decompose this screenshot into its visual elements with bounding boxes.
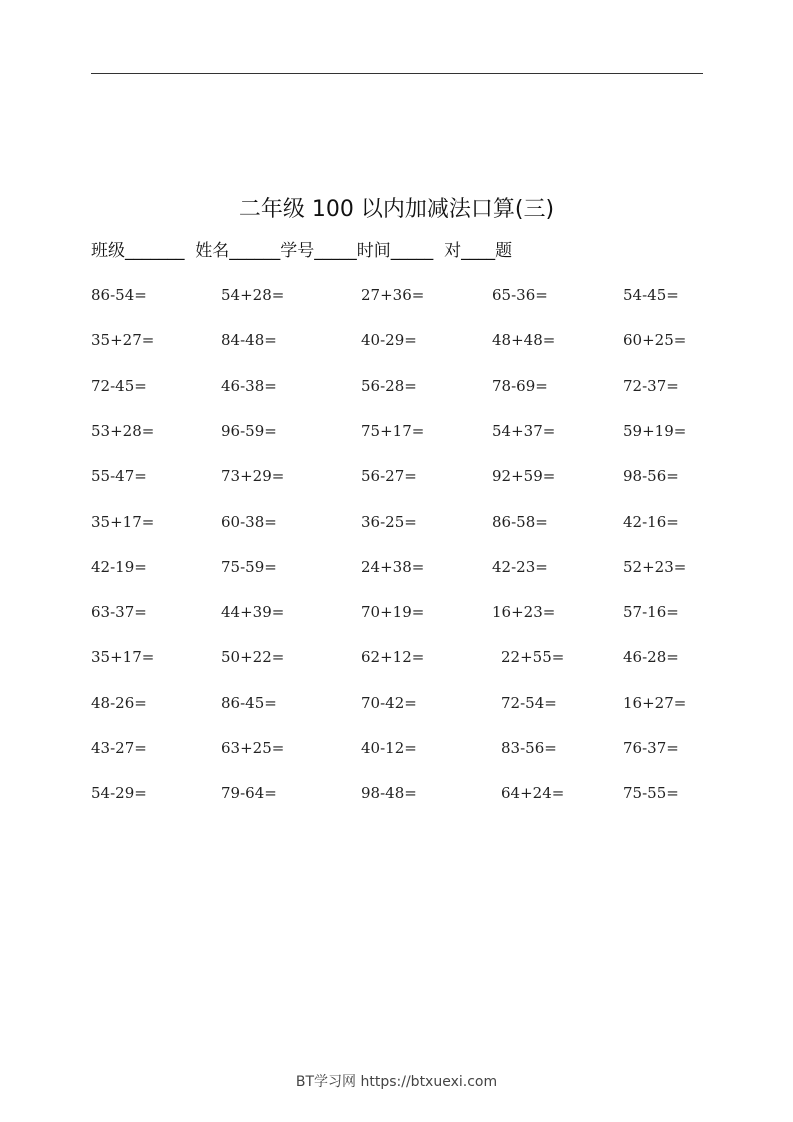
math-problem: 60-38= [221,513,277,531]
math-problem: 46-38= [221,377,277,395]
math-problem: 48+48= [492,331,556,349]
math-problem: 57-16= [623,603,679,621]
math-problem: 42-19= [91,558,147,576]
math-problem: 62+12= [361,648,425,666]
math-problem: 52+23= [623,558,687,576]
math-problem: 84-48= [221,331,277,349]
math-problem: 63-37= [91,603,147,621]
math-problem: 44+39= [221,603,285,621]
math-problem: 96-59= [221,422,277,440]
math-problem: 48-26= [91,694,147,712]
math-problem: 56-27= [361,467,417,485]
math-problem: 54-45= [623,286,679,304]
math-problem: 43-27= [91,739,147,757]
math-problem: 16+27= [623,694,687,712]
math-problem: 24+38= [361,558,425,576]
math-problem: 35+27= [91,331,155,349]
footer-watermark: BT学习网 https://btxuexi.com [295,1074,498,1090]
math-problem: 86-54= [91,286,147,304]
math-problem: 40-12= [361,739,417,757]
math-problem: 59+19= [623,422,687,440]
worksheet-title: 二年级 100 以内加减法口算(三) [238,197,555,222]
math-problem: 50+22= [221,648,285,666]
math-problem: 53+28= [91,422,155,440]
math-problem: 65-36= [492,286,548,304]
math-problem: 72-54= [501,694,557,712]
math-problem: 35+17= [91,513,155,531]
math-problem: 54-29= [91,784,147,802]
math-problem: 75-59= [221,558,277,576]
math-problem: 36-25= [361,513,417,531]
math-problem: 86-45= [221,694,277,712]
math-problem: 78-69= [492,377,548,395]
header-rule [91,73,703,74]
math-problem: 42-16= [623,513,679,531]
math-problem: 70-42= [361,694,417,712]
math-problem: 73+29= [221,467,285,485]
math-problem: 75+17= [361,422,425,440]
math-problem: 46-28= [623,648,679,666]
math-problem: 60+25= [623,331,687,349]
math-problem: 56-28= [361,377,417,395]
math-problem: 54+37= [492,422,556,440]
student-info-line: 班级_______ 姓名______学号_____时间_____ 对____题 [91,241,513,261]
math-problem: 86-58= [492,513,548,531]
math-problem: 98-56= [623,467,679,485]
math-problem: 98-48= [361,784,417,802]
math-problem: 35+17= [91,648,155,666]
math-problem: 72-45= [91,377,147,395]
math-problem: 75-55= [623,784,679,802]
math-problem: 79-64= [221,784,277,802]
math-problem: 72-37= [623,377,679,395]
math-problem: 70+19= [361,603,425,621]
math-problem: 22+55= [501,648,565,666]
math-problem: 63+25= [221,739,285,757]
math-problem: 40-29= [361,331,417,349]
math-problem: 76-37= [623,739,679,757]
math-problem: 83-56= [501,739,557,757]
math-problem: 92+59= [492,467,556,485]
math-problem: 42-23= [492,558,548,576]
math-problem: 64+24= [501,784,565,802]
math-problem: 54+28= [221,286,285,304]
math-problem: 55-47= [91,467,147,485]
math-problem: 27+36= [361,286,425,304]
math-problem: 16+23= [492,603,556,621]
